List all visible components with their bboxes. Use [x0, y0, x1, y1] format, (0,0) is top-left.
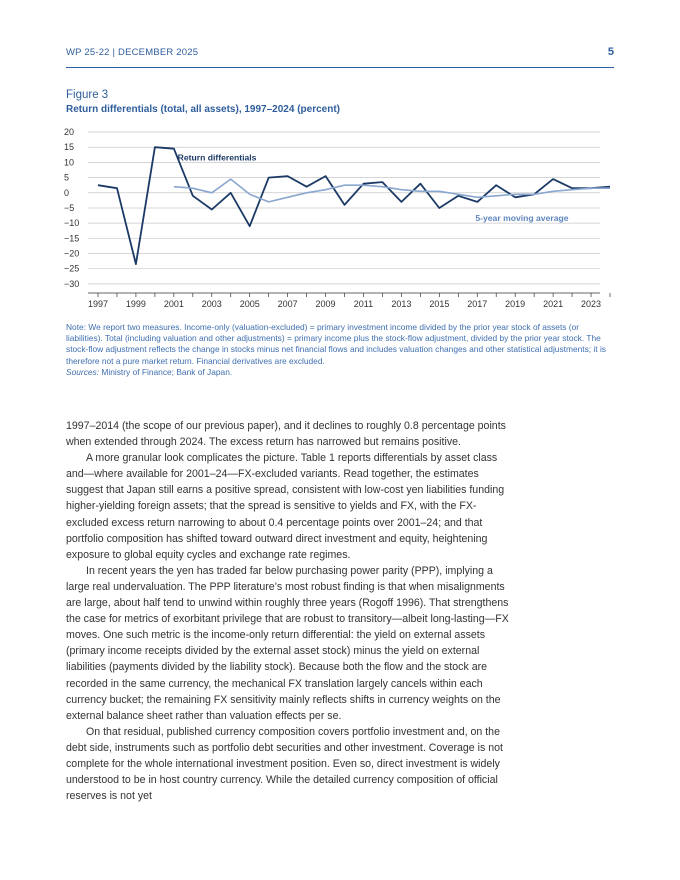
- sources-line: [66, 367, 611, 378]
- sources-label: Sources:: [66, 366, 100, 377]
- figure-note: [66, 322, 611, 378]
- body-paragraph: 1997–2014 (the scope of our previous paper), and it declines to roughly 0.8 percentage points when extended through 2024. The excess return has narrowed but remains positive.: [66, 420, 506, 449]
- moving-average-line: [174, 179, 610, 202]
- return-differentials-line: [98, 147, 610, 264]
- running-header: WP 25-22 | DECEMBER 2025: [66, 47, 199, 58]
- y-tick-label: −20: [64, 248, 80, 259]
- y-tick-label: 0: [64, 187, 70, 198]
- figure-label: Figure 3: [66, 89, 109, 101]
- body-paragraph: On that residual, published currency composition covers portfolio investment and, on the debt side, instruments such as portfolio debt securities and other investment. Coverage is not complete for the whole international investment position. Even so, direct investment is widely understood to be in host country currency. While the detailed currency composition of official reserves is not yet: [66, 725, 503, 803]
- x-tick-label: 2001: [163, 299, 184, 309]
- x-tick-label: 2007: [277, 299, 298, 309]
- page-header: [66, 45, 614, 68]
- y-tick-label: 10: [64, 157, 75, 168]
- y-tick-label: 5: [64, 172, 70, 183]
- moving-average-label: 5-year moving average: [475, 213, 569, 224]
- x-tick-label: 2019: [505, 299, 526, 309]
- body-text: [66, 418, 516, 804]
- x-tick-label: 2011: [353, 299, 374, 309]
- x-tick-label: 2013: [391, 299, 412, 309]
- x-tick-label: 2015: [429, 299, 450, 309]
- return-differentials-label: Return differentials: [177, 152, 257, 163]
- x-tick-label: 2023: [581, 299, 602, 309]
- x-tick-label: 1999: [125, 299, 146, 309]
- y-tick-label: −25: [64, 263, 80, 274]
- x-tick-label: 2021: [543, 299, 564, 309]
- body-paragraph: In recent years the yen has traded far below purchasing power parity (PPP), implying a large real undervaluation. The PPP literature’s most robust finding is that when misalignments are large, about half tend to unwind within roughly three years (Rogoff 1996). That strengthens the case for metrics of exorbitant privilege that are robust to transitory—albeit long-lasting—FX moves. One such metric is the income-only return differential: the yield on external assets (primary income receipts divided by the external asset stock) minus the yield on external liabilities (payments divided by the liability stock). Because both the flow and the stock are recorded in the same currency, the mechanical FX translation largely cancels within each currency bucket; the remaining FX sensitivity mainly reflects shifts in currency weights on the external balance sheet rather than valuation effects per se.: [66, 564, 509, 722]
- y-tick-label: −10: [64, 218, 80, 229]
- figure-title: Return differentials (total, all assets), 1997–2024 (percent): [66, 104, 340, 115]
- sources-text: Ministry of Finance; Bank of Japan.: [101, 366, 233, 377]
- x-tick-label: 1997: [87, 299, 109, 309]
- y-tick-label: −5: [64, 202, 75, 213]
- y-tick-label: 20: [64, 127, 75, 138]
- x-tick-label: 2005: [239, 299, 260, 309]
- x-tick-label: 2009: [315, 299, 336, 309]
- x-tick-label: 2017: [467, 299, 488, 309]
- y-tick-label: −30: [64, 278, 80, 289]
- y-tick-label: −15: [64, 233, 80, 244]
- return-differentials-chart: [62, 126, 612, 314]
- page-number: 5: [607, 46, 614, 58]
- y-tick-label: 15: [64, 142, 75, 153]
- x-tick-label: 2003: [201, 299, 222, 309]
- note-text: Note: We report two measures. Income-only (valuation-excluded) = primary investment income divided by the prior year stock of assets (or liabilities). Total (including valuation and other adjustments) = primary income plus the stock-flow adjustment, divided by the prior year stock. The stock-flow adjustment reflects the change in stocks minus net financial flows and includes valuation changes and other statistical adjustments; it is therefore not a pure market return. Financial derivatives are excluded.: [66, 322, 606, 366]
- body-paragraph: A more granular look complicates the picture. Table 1 reports differentials by asset class and—where available for 2001–24—FX-excluded variants. Read together, the estimates suggest that Japan still earns a positive spread, consistent with low-cost yen liabilities funding higher-yielding foreign assets; that the spread is sensitive to yields and FX, with the FX-excluded excess return narrowing to about 0.4 percentage points over 2001–24; and that portfolio composition has shifted toward outward direct investment and equity, heightening exposure to global equity cycles and exchange rate regimes.: [66, 452, 505, 561]
